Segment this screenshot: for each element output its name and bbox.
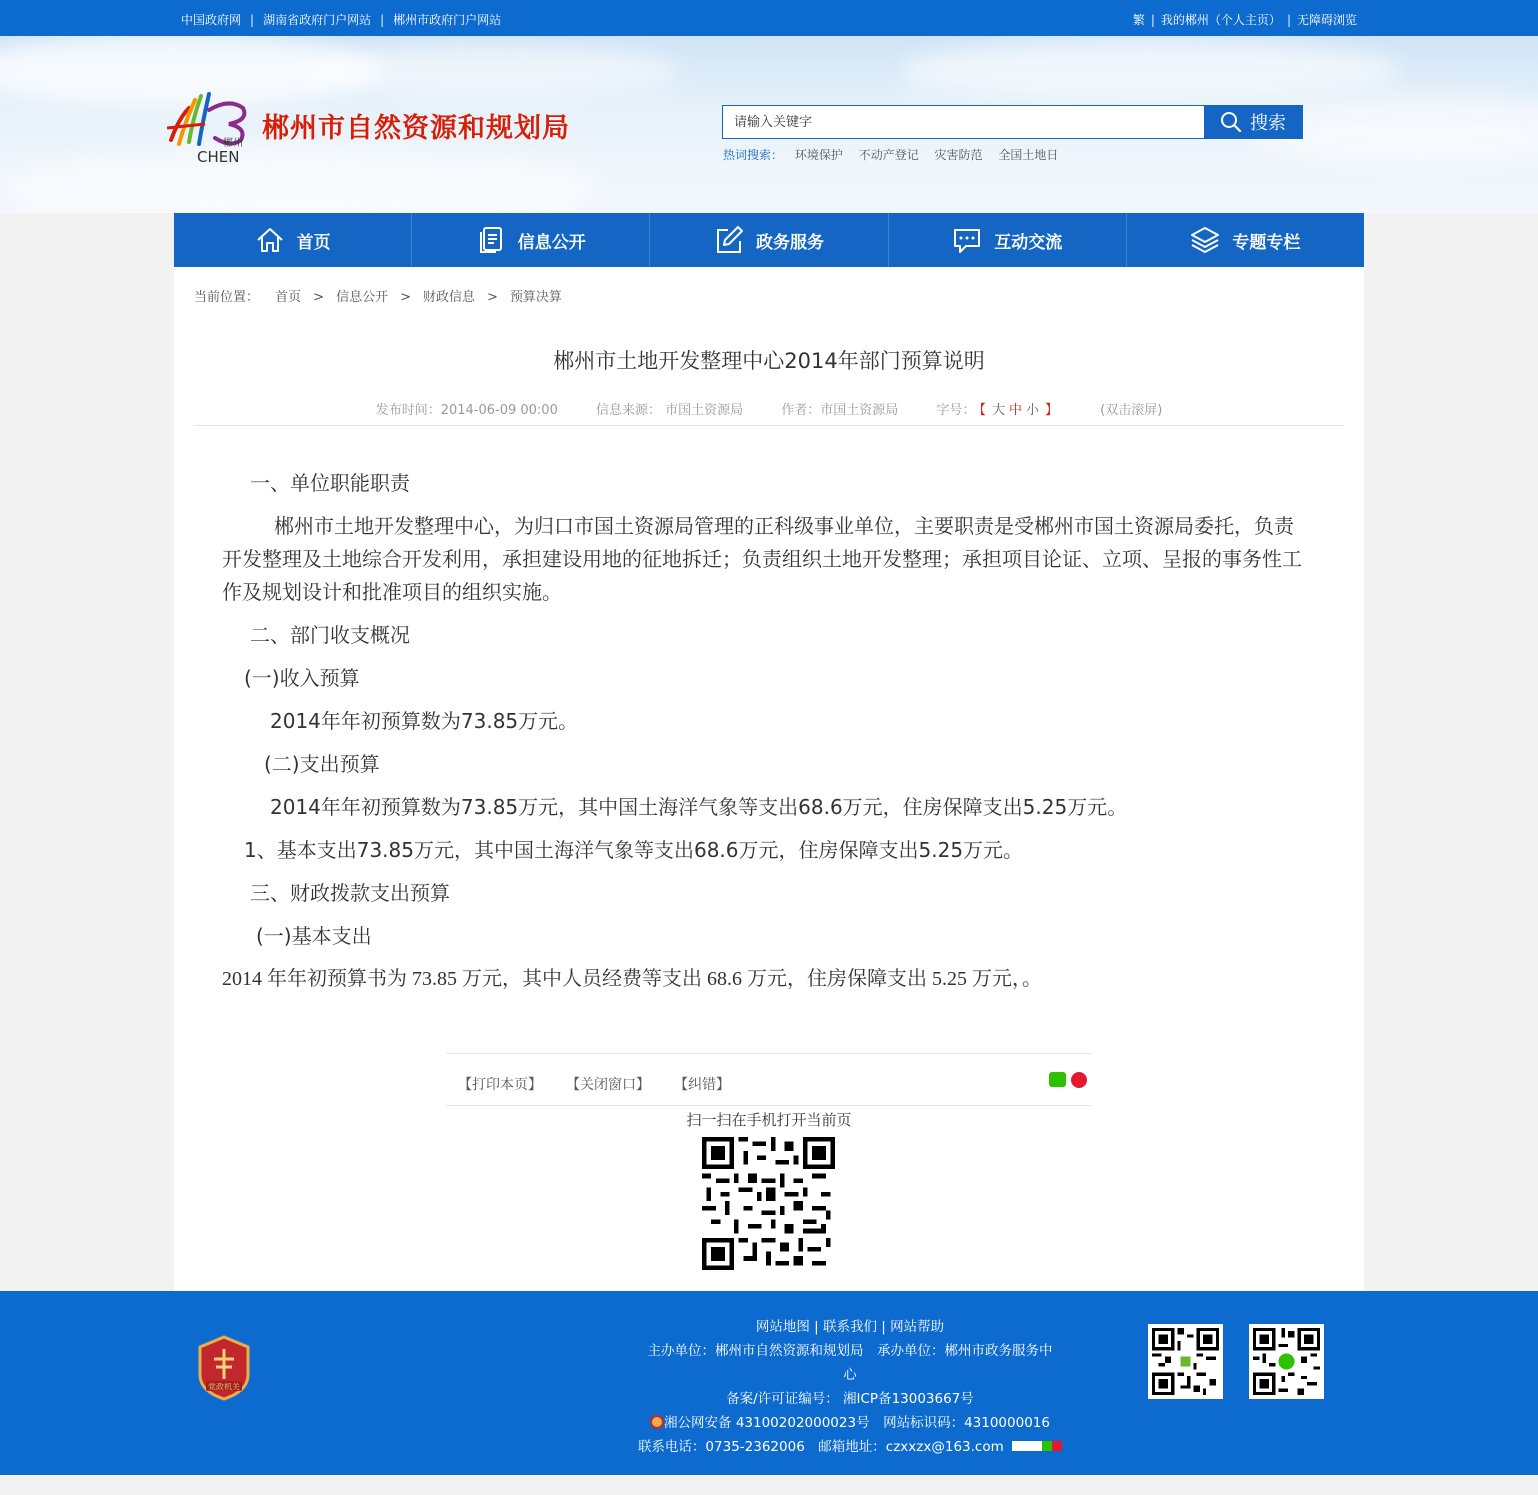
breadcrumb: 当前位置： 首页 > 信息公开 > 财政信息 > 预算决算: [194, 290, 562, 305]
weibo-icon[interactable]: [1071, 1072, 1087, 1088]
search-button-label: 搜索: [1250, 113, 1286, 134]
subsection-heading: (二)支出预算: [264, 752, 380, 776]
wechat-icon[interactable]: [1049, 1072, 1066, 1087]
hot-search-item[interactable]: 灾害防范: [934, 148, 983, 162]
qr-code-image: [702, 1137, 835, 1270]
font-size-control: 字号： 【 大 中 小 】: [936, 403, 1059, 418]
nav-item-home[interactable]: [174, 213, 412, 267]
footer: [0, 1291, 1538, 1475]
nav-item-topics[interactable]: [1127, 213, 1364, 267]
layers-icon: [1190, 225, 1220, 255]
subsection-heading: (一)收入预算: [244, 666, 360, 690]
print-button[interactable]: 【打印本页】: [458, 1077, 542, 1093]
paragraph: 郴州市土地开发整理中心，为归口市国土资源局管理的正科级事业单位，主要职责是受郴州市国土资源局委托，负责开发整理及土地综合开发利用，承担建设用地的征地拆迁；负责组织土地开发整理；承担项目论证、立项、呈报的事务性工作及规划设计和批准项目的组织实施。: [222, 514, 1302, 604]
breadcrumb-item[interactable]: 首页: [275, 290, 302, 305]
hot-search-item[interactable]: 全国土地日: [998, 148, 1059, 162]
cnzz-icon[interactable]: [1012, 1441, 1062, 1451]
search-button[interactable]: [1204, 106, 1302, 138]
footer-police: 湘公网安备 43100202000023号 网站标识码：4310000016: [636, 1411, 1064, 1431]
nav-item-label: 首页: [296, 232, 331, 253]
article-title: 郴州市土地开发整理中心2014年部门预算说明: [553, 349, 985, 373]
document-icon: [476, 225, 506, 255]
close-window-button[interactable]: 【关闭窗口】: [566, 1077, 650, 1093]
font-small-button[interactable]: 小: [1025, 403, 1039, 418]
edit-icon: [714, 225, 744, 255]
top-links-right: 繁 | 我的郴州（个人主页） | 无障碍浏览: [1132, 13, 1357, 27]
correct-error-button[interactable]: 【纠错】: [674, 1077, 730, 1093]
top-links-left: 中国政府网 | 湖南省政府门户网站 | 郴州市政府门户网站: [181, 13, 502, 27]
footer-contact: 联系电话：0735-2362006 邮箱地址：czxxzx@163.com: [636, 1435, 1064, 1455]
traditional-chinese-link[interactable]: 繁: [1132, 13, 1145, 27]
subsection-heading: (一)基本支出: [256, 924, 372, 948]
nav-item-label: 信息公开: [517, 232, 586, 253]
top-bar: [0, 0, 1538, 36]
article-source: 信息来源： 市国土资源局: [595, 403, 744, 418]
breadcrumb-item[interactable]: 预算决算: [509, 290, 562, 305]
search-input[interactable]: [723, 106, 1204, 138]
hot-search-item[interactable]: 环境保护: [794, 148, 843, 162]
article-author: 作者：市国土资源局: [781, 403, 899, 418]
share-buttons: [1049, 1072, 1087, 1088]
divider: [194, 425, 1344, 426]
my-chenzhou-link[interactable]: 我的郴州（个人主页）: [1160, 13, 1281, 27]
footer-host: 主办单位：郴州市自然资源和规划局 承办单位：郴州市政务服务中: [647, 1343, 1053, 1359]
font-medium-button[interactable]: 中: [1008, 403, 1022, 418]
nav-item-label: 专题专栏: [1232, 232, 1301, 253]
footer-qr-wechat: [1249, 1324, 1324, 1399]
accessibility-link[interactable]: 无障碍浏览: [1296, 13, 1357, 27]
nav-item-label: 政务服务: [756, 232, 824, 253]
chat-icon: [952, 225, 982, 255]
page-bottom: [0, 1475, 1538, 1495]
site-title: 郴州市自然资源和规划局: [262, 113, 570, 144]
logo-city: 郴州: [223, 138, 243, 149]
footer-links[interactable]: 网站地图 | 联系我们 | 网站帮助: [755, 1319, 945, 1335]
search-box: [722, 105, 1303, 139]
content-area: [174, 267, 1364, 1291]
breadcrumb-label: 当前位置：: [194, 290, 260, 305]
logo-text: CHEN: [197, 148, 240, 166]
footer-qr-app: [1148, 1324, 1223, 1399]
article-body: [222, 467, 1312, 1006]
nav-item-service[interactable]: [650, 213, 888, 267]
top-link-gov[interactable]: 中国政府网: [181, 13, 242, 27]
search-icon: [1220, 111, 1242, 133]
party-government-badge[interactable]: [196, 1335, 252, 1401]
site-logo[interactable]: [165, 88, 250, 166]
main-nav: [174, 213, 1364, 267]
footer-icp[interactable]: 备案/许可证编号： 湘ICP备13003667号: [726, 1391, 974, 1407]
breadcrumb-item[interactable]: 信息公开: [336, 290, 389, 305]
section-heading: 二、部门收支概况: [250, 623, 410, 647]
badge-text: 党政机关: [208, 1382, 240, 1392]
hot-search: [723, 146, 1070, 163]
scroll-hint[interactable]: (双击滚屏): [1100, 403, 1163, 418]
qr-caption: 扫一扫在手机打开当前页: [686, 1111, 852, 1129]
footer-host-cont: 心: [843, 1367, 857, 1383]
home-icon: [255, 225, 285, 255]
top-link-chenzhou[interactable]: 郴州市政府门户网站: [393, 13, 502, 27]
font-large-button[interactable]: 大: [991, 403, 1005, 418]
paragraph: 2014年年初预算数为73.85万元。: [270, 709, 579, 733]
breadcrumb-item[interactable]: 财政信息: [423, 290, 476, 305]
police-badge-icon: [650, 1415, 664, 1429]
paragraph: 2014年年初预算数为73.85万元，其中国土海洋气象等支出68.6万元，住房保障支出5.25万元。: [270, 795, 1128, 819]
hot-search-label: 热词搜索：: [723, 148, 784, 162]
top-link-hunan[interactable]: 湖南省政府门户网站: [263, 13, 372, 27]
paragraph: 2014 年年初预算书为 73.85 万元，其中人员经费等支出 68.6 万元，住房保障支出 5.25 万元，。: [222, 968, 1042, 990]
article-meta: [174, 399, 1364, 418]
hot-search-item[interactable]: 不动产登记: [858, 148, 919, 162]
nav-item-info[interactable]: [412, 213, 650, 267]
nav-item-label: 互动交流: [994, 232, 1063, 253]
paragraph: 1、基本支出73.85万元，其中国土海洋气象等支出68.6万元，住房保障支出5.25万元。: [244, 838, 1024, 862]
article-tools: [446, 1053, 1091, 1106]
section-heading: 三、财政拨款支出预算: [250, 881, 450, 905]
nav-item-interact[interactable]: [889, 213, 1127, 267]
publish-time: 发布时间：2014-06-09 00:00: [375, 403, 558, 418]
section-heading: 一、单位职能职责: [250, 471, 410, 495]
